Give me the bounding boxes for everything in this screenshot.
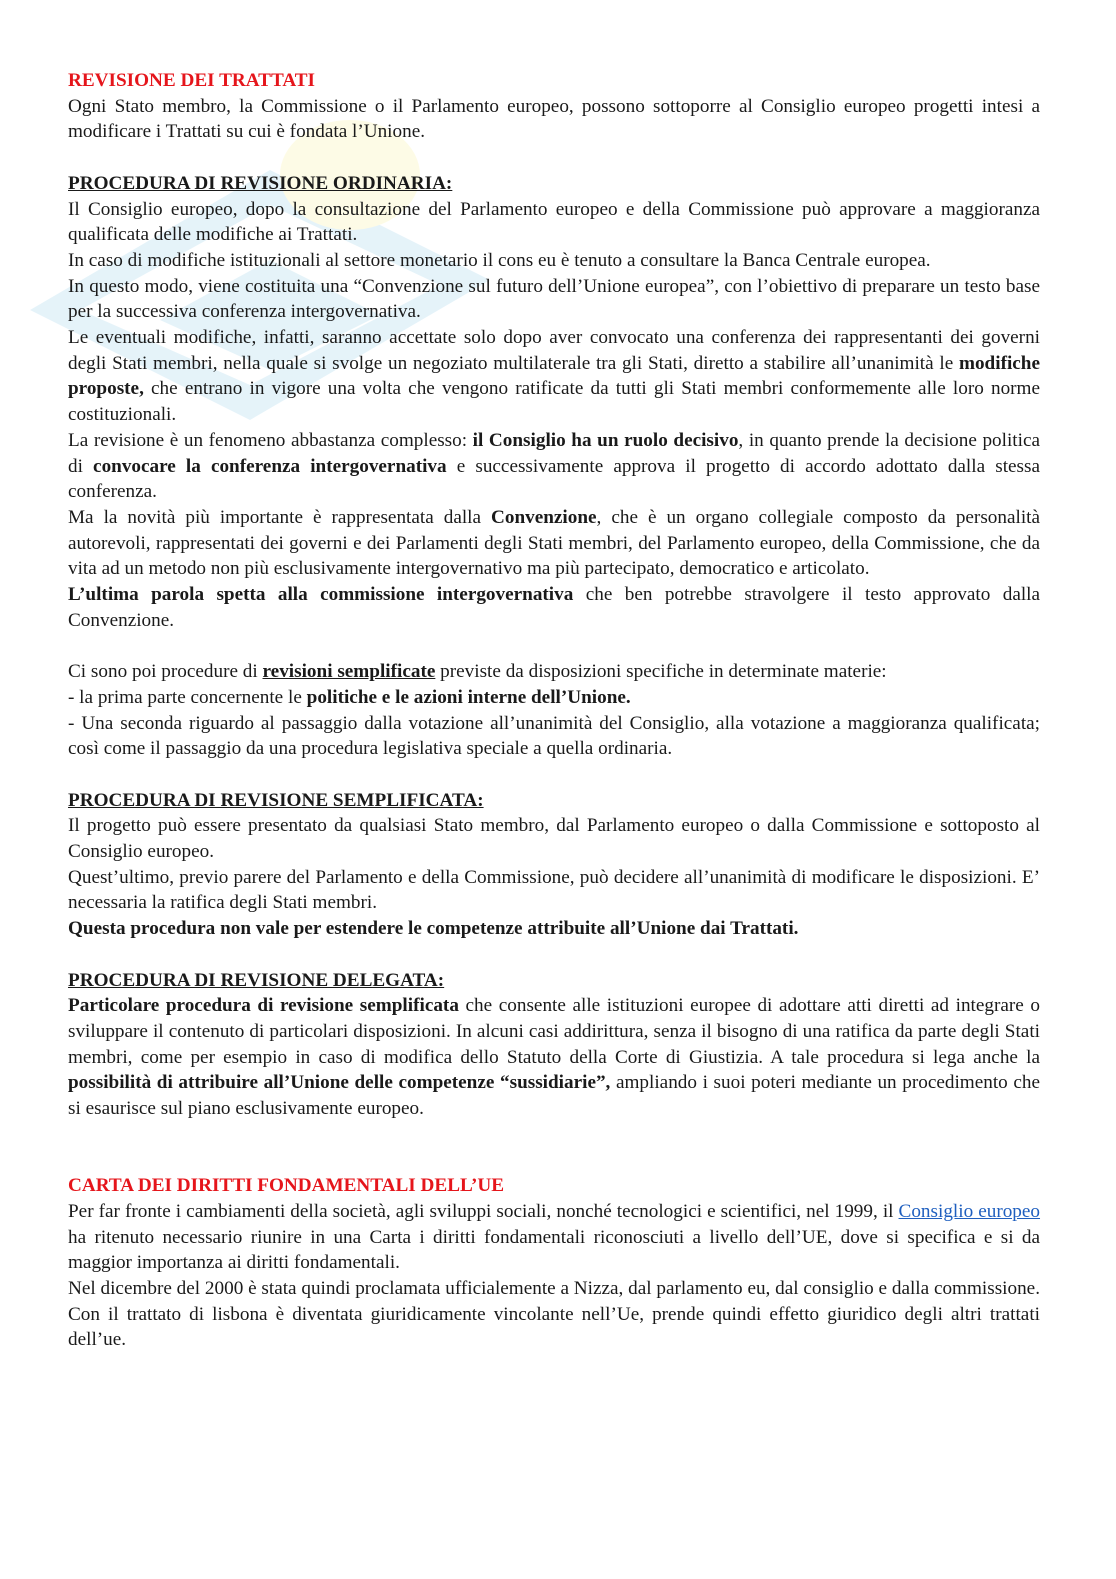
paragraph: Questa procedura non vale per estendere le competenze attribuite all’Unione dai Trattati. [68, 918, 799, 940]
section-heading-delegata: PROCEDURA DI REVISIONE DELEGATA: [68, 969, 445, 991]
paragraph: Con il trattato di lisbona è diventata giuridicamente vincolante nell’Ue, prende quindi effetto giuridico degli altri trattati dell’ue. [68, 1303, 1040, 1351]
paragraph: In caso di modifiche istituzionali al settore monetario il cons eu è tenuto a consultare la Banca Centrale europea. [68, 249, 931, 271]
section-heading-ordinaria: PROCEDURA DI REVISIONE ORDINARIA: [68, 172, 453, 194]
paragraph: Il progetto può essere presentato da qualsiasi Stato membro, dal Parlamento europeo o dalla Commissione e sottoposto al Consiglio europeo. [68, 815, 1040, 863]
paragraph: Particolare procedura di revisione semplificata che consente alle istituzioni europee di adottare atti diretti ad integrare o sviluppare il contenuto di particolari disposizioni. In alcuni casi addirittura, senza il bisogno di una ratifica da parte degli Stati membri, come per esempio in caso di modifica dello Statuto della Corte di Giustizia. A tale procedura si lega anche la possibilità di attribuire all’Unione delle competenze “sussidiarie”, ampliando i suoi poteri mediante un procedimento che si esaurisce sul piano esclusivamente europeo. [68, 995, 1040, 1120]
consiglio-europeo-link[interactable]: Consiglio europeo [898, 1200, 1041, 1222]
paragraph: In questo modo, viene costituita una “Convenzione sul futuro dell’Unione europea”, con l’obiettivo di preparare un testo base per la successiva conferenza intergovernativa. [68, 275, 1040, 323]
paragraph: L’ultima parola spetta alla commissione intergovernativa che ben potrebbe stravolgere il testo approvato dalla Convenzione. [68, 584, 1041, 631]
paragraph: La revisione è un fenomeno abbastanza complesso: il Consiglio ha un ruolo decisivo, in quanto prende la decisione politica di convocare la conferenza intergovernativa e successivamente approva il progetto di accordo adottato dalla stessa conferenza. [68, 429, 1040, 503]
paragraph: Ci sono poi procedure di revisioni semplificate previste da disposizioni specifiche in determinate materie: [68, 661, 887, 683]
list-item: - la prima parte concernente le politiche e le azioni interne dell’Unione. [68, 686, 631, 708]
section-title-revisione: REVISIONE DEI TRATTATI [68, 70, 316, 91]
paragraph: Ma la novità più importante è rappresentata dalla Convenzione, che è un organo collegiale composto da personalità autorevoli, rappresentati dei governi e dei Parlamenti degli Stati membri, del Parlamento europeo, della Commissione, che da vita ad un metodo non più esclusivamente intergovernativo ma più partecipato, democratico e articolato. [68, 506, 1040, 580]
paragraph: Nel dicembre del 2000 è stata quindi proclamata ufficialemente a Nizza, dal parlamento eu, dal consiglio e dalla commissione. [68, 1277, 1040, 1299]
paragraph: Ogni Stato membro, la Commissione o il Parlamento europeo, possono sottoporre al Consiglio europeo progetti intesi a modificare i Trattati su cui è fondata l’Unione. [68, 95, 1040, 143]
section-heading-semplificata: PROCEDURA DI REVISIONE SEMPLIFICATA: [68, 789, 484, 811]
paragraph: Il Consiglio europeo, dopo la consultazione del Parlamento europeo e della Commissione può approvare a maggioranza qualificata delle modifiche ai Trattati. [68, 198, 1040, 246]
paragraph: Le eventuali modifiche, infatti, saranno accettate solo dopo aver convocato una conferenza dei rappresentanti dei governi degli Stati membri, nella quale si svolge un negoziato multilaterale tra gli Stati, diretto a stabilire all’unanimità le modifiche proposte, che entrano in vigore una volta che vengono ratificate da tutti gli Stati membri conformemente alle loro norme costituzionali. [68, 327, 1040, 426]
section-title-carta: CARTA DEI DIRITTI FONDAMENTALI DELL’UE [68, 1175, 505, 1197]
paragraph: Per far fronte i cambiamenti della società, agli sviluppi sociali, nonché tecnologici e scientifici, nel 1999, il Consiglio europeo ha ritenuto necessario riunire in una Carta i diritti fondamentali riconosciuti a livello dell’UE, dove si specifica e si da maggior importanza ai diritti fondamentali. [68, 1200, 1041, 1274]
document-page [68, 68, 1040, 1353]
paragraph: Quest’ultimo, previo parere del Parlamento e della Commissione, può decidere all’unanimità di modificare le disposizioni. E’ necessaria la ratifica degli Stati membri. [68, 866, 1040, 914]
list-item: - Una seconda riguardo al passaggio dalla votazione all’unanimità del Consiglio, alla votazione a maggioranza qualificata; così come il passaggio da una procedura legislativa speciale a quella ordinaria. [68, 712, 1040, 760]
